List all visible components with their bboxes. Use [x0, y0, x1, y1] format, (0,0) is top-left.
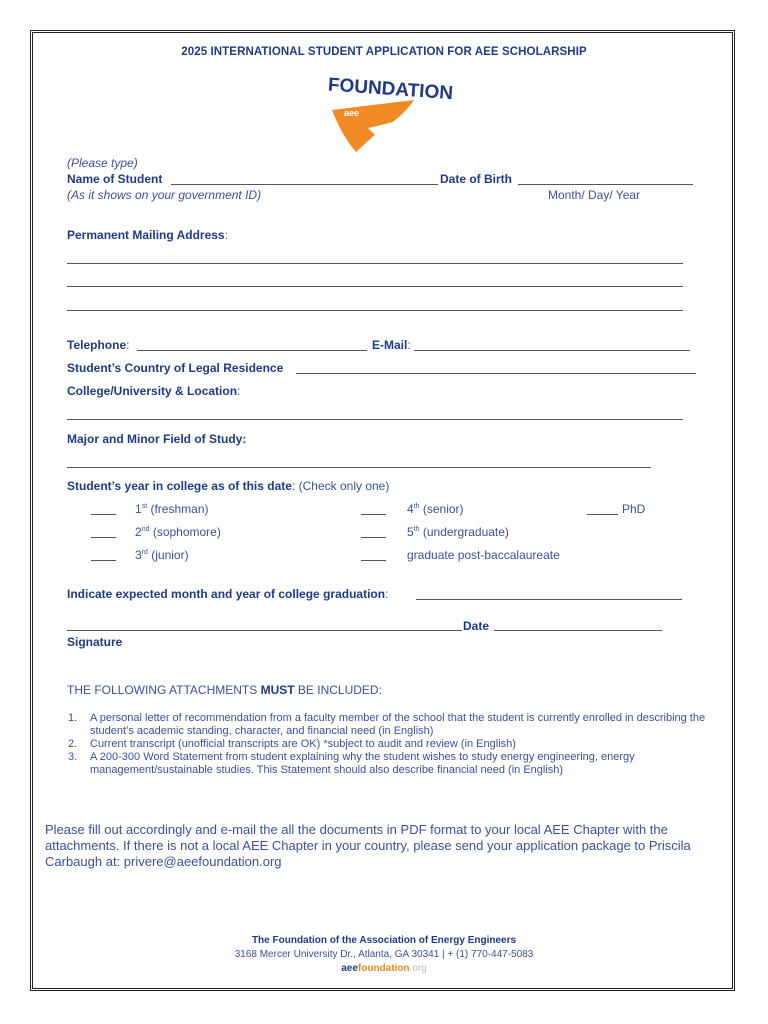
- dob-label: Date of Birth: [440, 172, 512, 186]
- signature-field[interactable]: [67, 630, 462, 631]
- year-label-wrap: [67, 479, 389, 493]
- address-line-1[interactable]: [67, 263, 683, 264]
- logo-sub: aee: [344, 108, 360, 118]
- sophomore-sup: nd: [141, 526, 150, 533]
- footer-site-aee: aee: [341, 963, 358, 974]
- signature-label: Signature: [67, 635, 123, 649]
- graduation-label-wrap: [67, 587, 388, 601]
- instructions-paragraph: Please fill out accordingly and e-mail the all the documents in PDF format to your local AEE Chapter with the attachments. If there is not a local AEE Chapter in your country, please send your application package to Priscila Carbaugh at: privere@aeefoundation.org: [45, 822, 691, 869]
- footer-site[interactable]: [0, 963, 768, 974]
- telephone-label: Telephone: [67, 338, 127, 352]
- attachment-item-2: [68, 738, 708, 751]
- name-hint: (As it shows on your government ID): [67, 188, 262, 202]
- form-title: 2025 INTERNATIONAL STUDENT APPLICATION FOR AEE SCHOLARSHIP: [181, 46, 587, 58]
- date-label: Date: [463, 619, 490, 633]
- date-field[interactable]: [494, 630, 662, 631]
- foundation-logo-graphic: [318, 66, 454, 158]
- attachment-num-3: 3.: [68, 751, 78, 763]
- college-label: College/University & Location: [67, 384, 238, 398]
- checkbox-junior[interactable]: [91, 560, 116, 561]
- footer-site-foundation: foundation: [357, 963, 410, 974]
- option-freshman: [135, 502, 209, 516]
- country-field[interactable]: [296, 373, 696, 374]
- telephone-field[interactable]: [137, 350, 367, 351]
- college-colon: :: [237, 384, 241, 398]
- name-label: Name of Student: [67, 172, 163, 186]
- attachment-item-1: [68, 712, 708, 738]
- option-senior: [407, 502, 464, 516]
- attachment-text-1: A personal letter of recommendation from a faculty member of the school that the student is currently enrolled in describing the student’s academic standing, character, and financial need (in English): [90, 712, 706, 737]
- attachment-text-3: A 200-300 Word Statement from student explaining why the student wishes to study energy engineering, energy management/sustainable studies. This Statement should also describe financial need (in English): [90, 751, 635, 776]
- please-type-note: (Please type): [67, 156, 138, 170]
- telephone-colon: :: [126, 338, 130, 352]
- email-label-wrap: [372, 338, 411, 352]
- attachments-heading-post: BE INCLUDED:: [294, 683, 382, 697]
- major-field[interactable]: [67, 467, 651, 468]
- junior-text: (junior): [147, 548, 189, 562]
- option-junior: [135, 548, 189, 562]
- fifth-sup: th: [413, 526, 420, 533]
- checkbox-fifth-year[interactable]: [361, 537, 386, 538]
- telephone-label-wrap: [67, 338, 129, 352]
- attachments-heading-must: MUST: [260, 683, 295, 697]
- attachments-list: [68, 712, 708, 777]
- checkbox-phd[interactable]: [587, 514, 618, 515]
- option-sophomore: [135, 525, 221, 539]
- footer-site-org: .org: [409, 963, 427, 974]
- option-phd: PhD: [622, 502, 646, 516]
- email-field[interactable]: [414, 350, 690, 351]
- option-graduate: graduate post-baccalaureate: [407, 548, 560, 562]
- college-label-wrap: [67, 384, 240, 398]
- graduation-label: Indicate expected month and year of college graduation: [67, 587, 386, 601]
- checkbox-sophomore[interactable]: [91, 537, 116, 538]
- junior-sup: rd: [141, 549, 148, 556]
- attachment-text-2: Current transcript (unofficial transcripts are OK) *subject to audit and review (in English): [90, 738, 516, 750]
- dob-field[interactable]: [518, 184, 693, 185]
- major-label: Major and Minor Field of Study:: [67, 432, 247, 446]
- senior-text: (senior): [419, 502, 464, 516]
- fifth-num: 5: [407, 525, 414, 539]
- option-fifth-year: [407, 525, 509, 539]
- sophomore-text: (sophomore): [149, 525, 221, 539]
- college-field[interactable]: [67, 419, 683, 420]
- freshman-text: (freshman): [147, 502, 209, 516]
- attachment-num-1: 1.: [68, 712, 78, 724]
- year-label: Student’s year in college as of this date: [67, 479, 292, 493]
- footer-org: The Foundation of the Association of Energy Engineers: [251, 935, 517, 946]
- country-label: Student’s Country of Legal Residence: [67, 361, 284, 375]
- checkbox-graduate[interactable]: [361, 560, 386, 561]
- email-label: E-Mail: [372, 338, 408, 352]
- fifth-text: (undergraduate): [419, 525, 509, 539]
- graduation-colon: :: [385, 587, 389, 601]
- footer-address: 3168 Mercer University Dr., Atlanta, GA 30341 | + (1) 770-447-5083: [234, 949, 534, 960]
- freshman-num: 1: [135, 502, 142, 516]
- junior-num: 3: [135, 548, 142, 562]
- logo-wordmark: FOUNDATION: [327, 74, 454, 105]
- year-hint: : (Check only one): [291, 479, 390, 493]
- freshman-sup: st: [141, 503, 148, 510]
- name-field[interactable]: [171, 184, 438, 185]
- checkbox-senior[interactable]: [361, 514, 386, 515]
- attachment-num-2: 2.: [68, 738, 78, 750]
- foundation-logo: [318, 66, 454, 158]
- email-colon: :: [407, 338, 411, 352]
- address-label: Permanent Mailing Address: [67, 228, 225, 242]
- senior-sup: th: [413, 503, 420, 510]
- address-line-2[interactable]: [67, 286, 683, 287]
- address-label-wrap: [67, 228, 228, 242]
- address-colon: :: [224, 228, 228, 242]
- address-line-3[interactable]: [67, 310, 683, 311]
- dob-hint: Month/ Day/ Year: [548, 188, 641, 202]
- attachments-heading-pre: THE FOLLOWING ATTACHMENTS: [67, 683, 261, 697]
- sophomore-num: 2: [135, 525, 142, 539]
- graduation-field[interactable]: [416, 599, 682, 600]
- senior-num: 4: [407, 502, 414, 516]
- checkbox-freshman[interactable]: [91, 514, 116, 515]
- attachment-item-3: [68, 751, 708, 777]
- attachments-heading: [67, 683, 382, 697]
